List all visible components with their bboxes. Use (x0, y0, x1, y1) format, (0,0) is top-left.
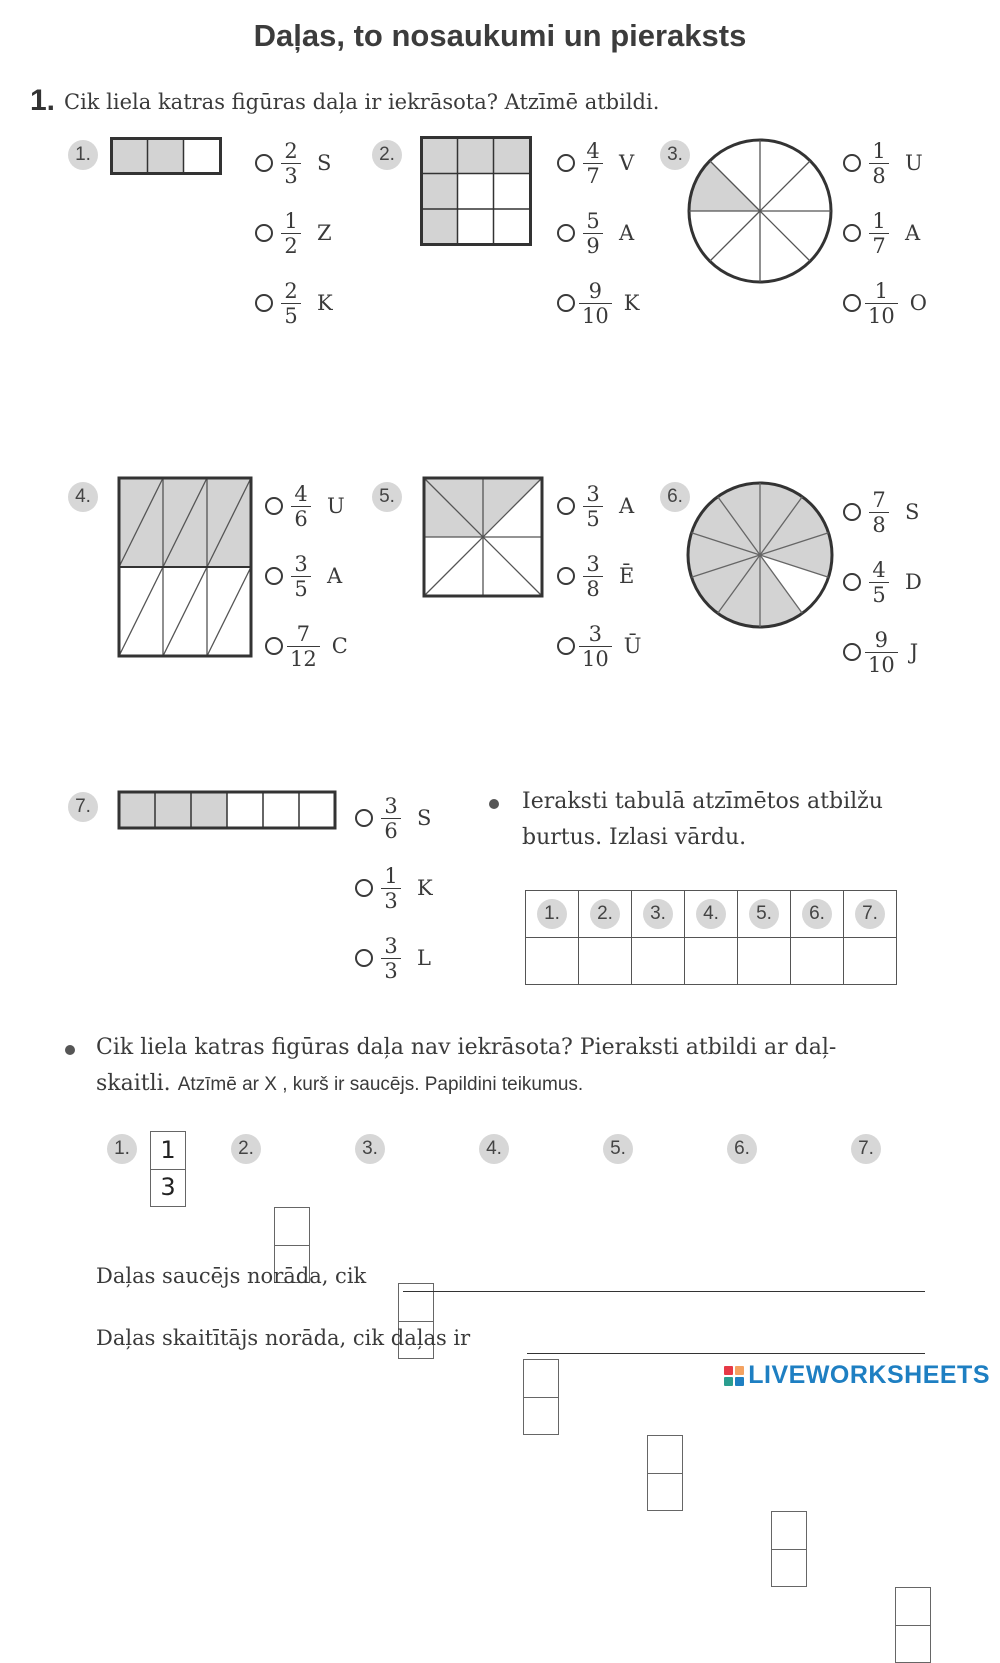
column-badge: 5. (749, 899, 779, 929)
option-letter: K (623, 291, 640, 315)
option[interactable] (355, 930, 433, 986)
figure-7-options (355, 790, 433, 986)
fraction-box-7[interactable] (895, 1587, 931, 1663)
option[interactable] (355, 860, 433, 916)
option[interactable] (557, 205, 639, 261)
answer-table-input-row (526, 938, 897, 985)
bullet-icon (489, 799, 499, 809)
fraction: $\frac{4}{6}$ (287, 482, 315, 531)
radio-button[interactable] (265, 567, 283, 585)
figure-5-square (422, 476, 544, 598)
fraction: $\frac{7}{12}$ (287, 622, 320, 671)
option[interactable] (255, 275, 333, 331)
figure-2-badge: 2. (372, 140, 402, 170)
answer-line-1[interactable] (403, 1291, 925, 1292)
bullet-icon (65, 1045, 75, 1055)
option[interactable] (265, 548, 348, 604)
fraction: $\frac{3}{3}$ (377, 934, 405, 983)
fraction: $\frac{3}{5}$ (579, 482, 607, 531)
option-letter: K (317, 291, 333, 315)
answer-cell-7[interactable] (844, 938, 897, 985)
radio-button[interactable] (557, 224, 575, 242)
fraction-line (399, 1321, 433, 1322)
radio-button[interactable] (557, 154, 575, 172)
box-7-badge: 7. (851, 1134, 881, 1164)
figure-3-badge: 3. (660, 140, 690, 170)
column-badge: 6. (802, 899, 832, 929)
fraction: $\frac{4}{5}$ (865, 558, 893, 607)
radio-button[interactable] (355, 809, 373, 827)
radio-button[interactable] (843, 503, 861, 521)
answer-cell-1[interactable] (526, 938, 579, 985)
column-badge: 2. (590, 899, 620, 929)
option-letter: U (327, 494, 345, 518)
fraction: $\frac{9}{10}$ (865, 628, 898, 677)
radio-button[interactable] (265, 497, 283, 515)
fraction-line (896, 1625, 930, 1626)
option[interactable] (265, 478, 348, 534)
radio-button[interactable] (355, 879, 373, 897)
figure-1-options (255, 135, 333, 331)
option-letter: S (317, 151, 332, 175)
fraction-box-1[interactable] (150, 1131, 186, 1207)
answer-cell-3[interactable] (632, 938, 685, 985)
figure-7-bar (117, 790, 339, 830)
figure-4-options (265, 478, 348, 674)
radio-button[interactable] (557, 637, 575, 655)
option-letter: A (619, 494, 635, 518)
figure-2-grid (420, 136, 532, 246)
option-letter: A (327, 564, 343, 588)
liveworksheets-logo: LIVEWORKSHEETS (724, 1361, 990, 1390)
fraction-line (275, 1245, 309, 1246)
fraction-line (524, 1397, 558, 1398)
figure-3-options (843, 135, 927, 331)
fraction-line (648, 1473, 682, 1474)
fraction: $\frac{5}{9}$ (579, 209, 607, 258)
option[interactable] (843, 135, 927, 191)
figure-1-bar (110, 137, 222, 175)
option-letter: S (417, 806, 432, 830)
box-1-badge: 1. (107, 1134, 137, 1164)
sentence-numerator: Daļas skaitītājs norāda, cik daļas ir (96, 1326, 471, 1350)
task-instruction: Cik liela katras figūras daļa ir iekrāsota? Atzīmē atbildi. (64, 90, 660, 114)
option[interactable] (843, 275, 927, 331)
answer-cell-5[interactable] (738, 938, 791, 985)
option[interactable] (557, 548, 641, 604)
column-badge: 1. (537, 899, 567, 929)
fraction: $\frac{3}{6}$ (377, 794, 405, 843)
answer-line-2[interactable] (527, 1353, 925, 1354)
option[interactable] (255, 205, 333, 261)
option-letter: V (619, 151, 635, 175)
option-letter: Ū (623, 634, 642, 658)
option[interactable] (843, 484, 922, 540)
radio-button[interactable] (557, 567, 575, 585)
figure-2-options (557, 135, 639, 331)
fraction: $\frac{2}{3}$ (277, 139, 305, 188)
option-letter: A (619, 221, 635, 245)
figure-1-badge: 1. (68, 140, 98, 170)
radio-button[interactable] (255, 154, 273, 172)
column-badge: 3. (643, 899, 673, 929)
option[interactable] (843, 624, 922, 680)
option[interactable] (557, 275, 639, 331)
answer-cell-4[interactable] (685, 938, 738, 985)
option-letter: Z (317, 221, 332, 245)
option[interactable] (557, 618, 641, 674)
box-2-badge: 2. (231, 1134, 261, 1164)
answer-cell-6[interactable] (791, 938, 844, 985)
option-letter: C (331, 634, 348, 658)
fraction-box-5[interactable] (647, 1435, 683, 1511)
page-title: Daļas, to nosaukumi un pieraksts (253, 18, 747, 53)
radio-button[interactable] (843, 294, 861, 312)
figure-7-badge: 7. (68, 792, 98, 822)
figure-3-circle (685, 138, 835, 284)
second-instruction: Cik liela katras figūras daļa nav iekrāsota? Pieraksti atbildi ar daļ- skaitli. Atzīmē ar X , kurš ir saucējs. Papildini teikumus. (96, 1035, 837, 1096)
option[interactable] (557, 478, 641, 534)
logo-icon (724, 1366, 744, 1386)
figure-5-badge: 5. (372, 482, 402, 512)
figure-4-badge: 4. (68, 482, 98, 512)
fraction: $\frac{3}{8}$ (579, 552, 607, 601)
fraction: $\frac{1}{2}$ (277, 209, 305, 258)
fraction: $\frac{9}{10}$ (579, 279, 612, 328)
option-letter: D (905, 570, 922, 594)
option[interactable] (843, 554, 922, 610)
table-instruction: Ieraksti tabulā atzīmētos atbilžu burtus. Izlasi vārdu. (522, 789, 883, 850)
figure-6-options (843, 484, 922, 680)
figure-5-options (557, 478, 641, 674)
column-badge: 4. (696, 899, 726, 929)
radio-button[interactable] (255, 224, 273, 242)
option[interactable] (843, 205, 927, 261)
answer-table-header-row (526, 891, 897, 938)
option-letter: Ē (619, 564, 635, 588)
option[interactable] (255, 135, 333, 191)
column-badge: 7. (855, 899, 885, 929)
option[interactable] (557, 135, 639, 191)
option-letter: A (905, 221, 921, 245)
box-6-badge: 6. (727, 1134, 757, 1164)
fraction: $\frac{3}{10}$ (579, 622, 612, 671)
radio-button[interactable] (265, 637, 283, 655)
option-letter: U (905, 151, 923, 175)
answer-cell-2[interactable] (579, 938, 632, 985)
fraction: $\frac{4}{7}$ (579, 139, 607, 188)
figure-6-badge: 6. (660, 482, 690, 512)
option-letter: J (909, 640, 919, 664)
option[interactable] (265, 618, 348, 674)
radio-button[interactable] (557, 294, 575, 312)
figure-4-rectangle (117, 476, 253, 658)
option-letter: K (417, 876, 433, 900)
fraction: $\frac{1}{7}$ (865, 209, 893, 258)
sentence-denominator: Daļas saucējs norāda, cik (96, 1264, 367, 1288)
denominator-value: 3 (160, 1173, 176, 1201)
radio-button[interactable] (255, 294, 273, 312)
figure-6-circle (685, 480, 835, 630)
radio-button[interactable] (557, 497, 575, 515)
fraction-box-4[interactable] (523, 1359, 559, 1435)
fraction: $\frac{1}{10}$ (865, 279, 898, 328)
fraction: $\frac{7}{8}$ (865, 488, 893, 537)
numerator-value: 1 (160, 1136, 176, 1164)
fraction: $\frac{1}{8}$ (865, 139, 893, 188)
box-5-badge: 5. (603, 1134, 633, 1164)
fraction: $\frac{1}{3}$ (377, 864, 405, 913)
fraction: $\frac{3}{5}$ (287, 552, 315, 601)
option-letter: L (417, 946, 431, 970)
fraction: $\frac{2}{5}$ (277, 279, 305, 328)
radio-button[interactable] (843, 573, 861, 591)
option-letter: S (905, 500, 920, 524)
box-4-badge: 4. (479, 1134, 509, 1164)
option-letter: O (909, 291, 927, 315)
radio-button[interactable] (843, 643, 861, 661)
fraction-line (151, 1169, 185, 1170)
radio-button[interactable] (355, 949, 373, 967)
box-3-badge: 3. (355, 1134, 385, 1164)
radio-button[interactable] (843, 154, 861, 172)
radio-button[interactable] (843, 224, 861, 242)
answer-table (525, 890, 897, 985)
option[interactable] (355, 790, 433, 846)
fraction-box-6[interactable] (771, 1511, 807, 1587)
fraction-line (772, 1549, 806, 1550)
task-number: 1. (30, 84, 56, 117)
